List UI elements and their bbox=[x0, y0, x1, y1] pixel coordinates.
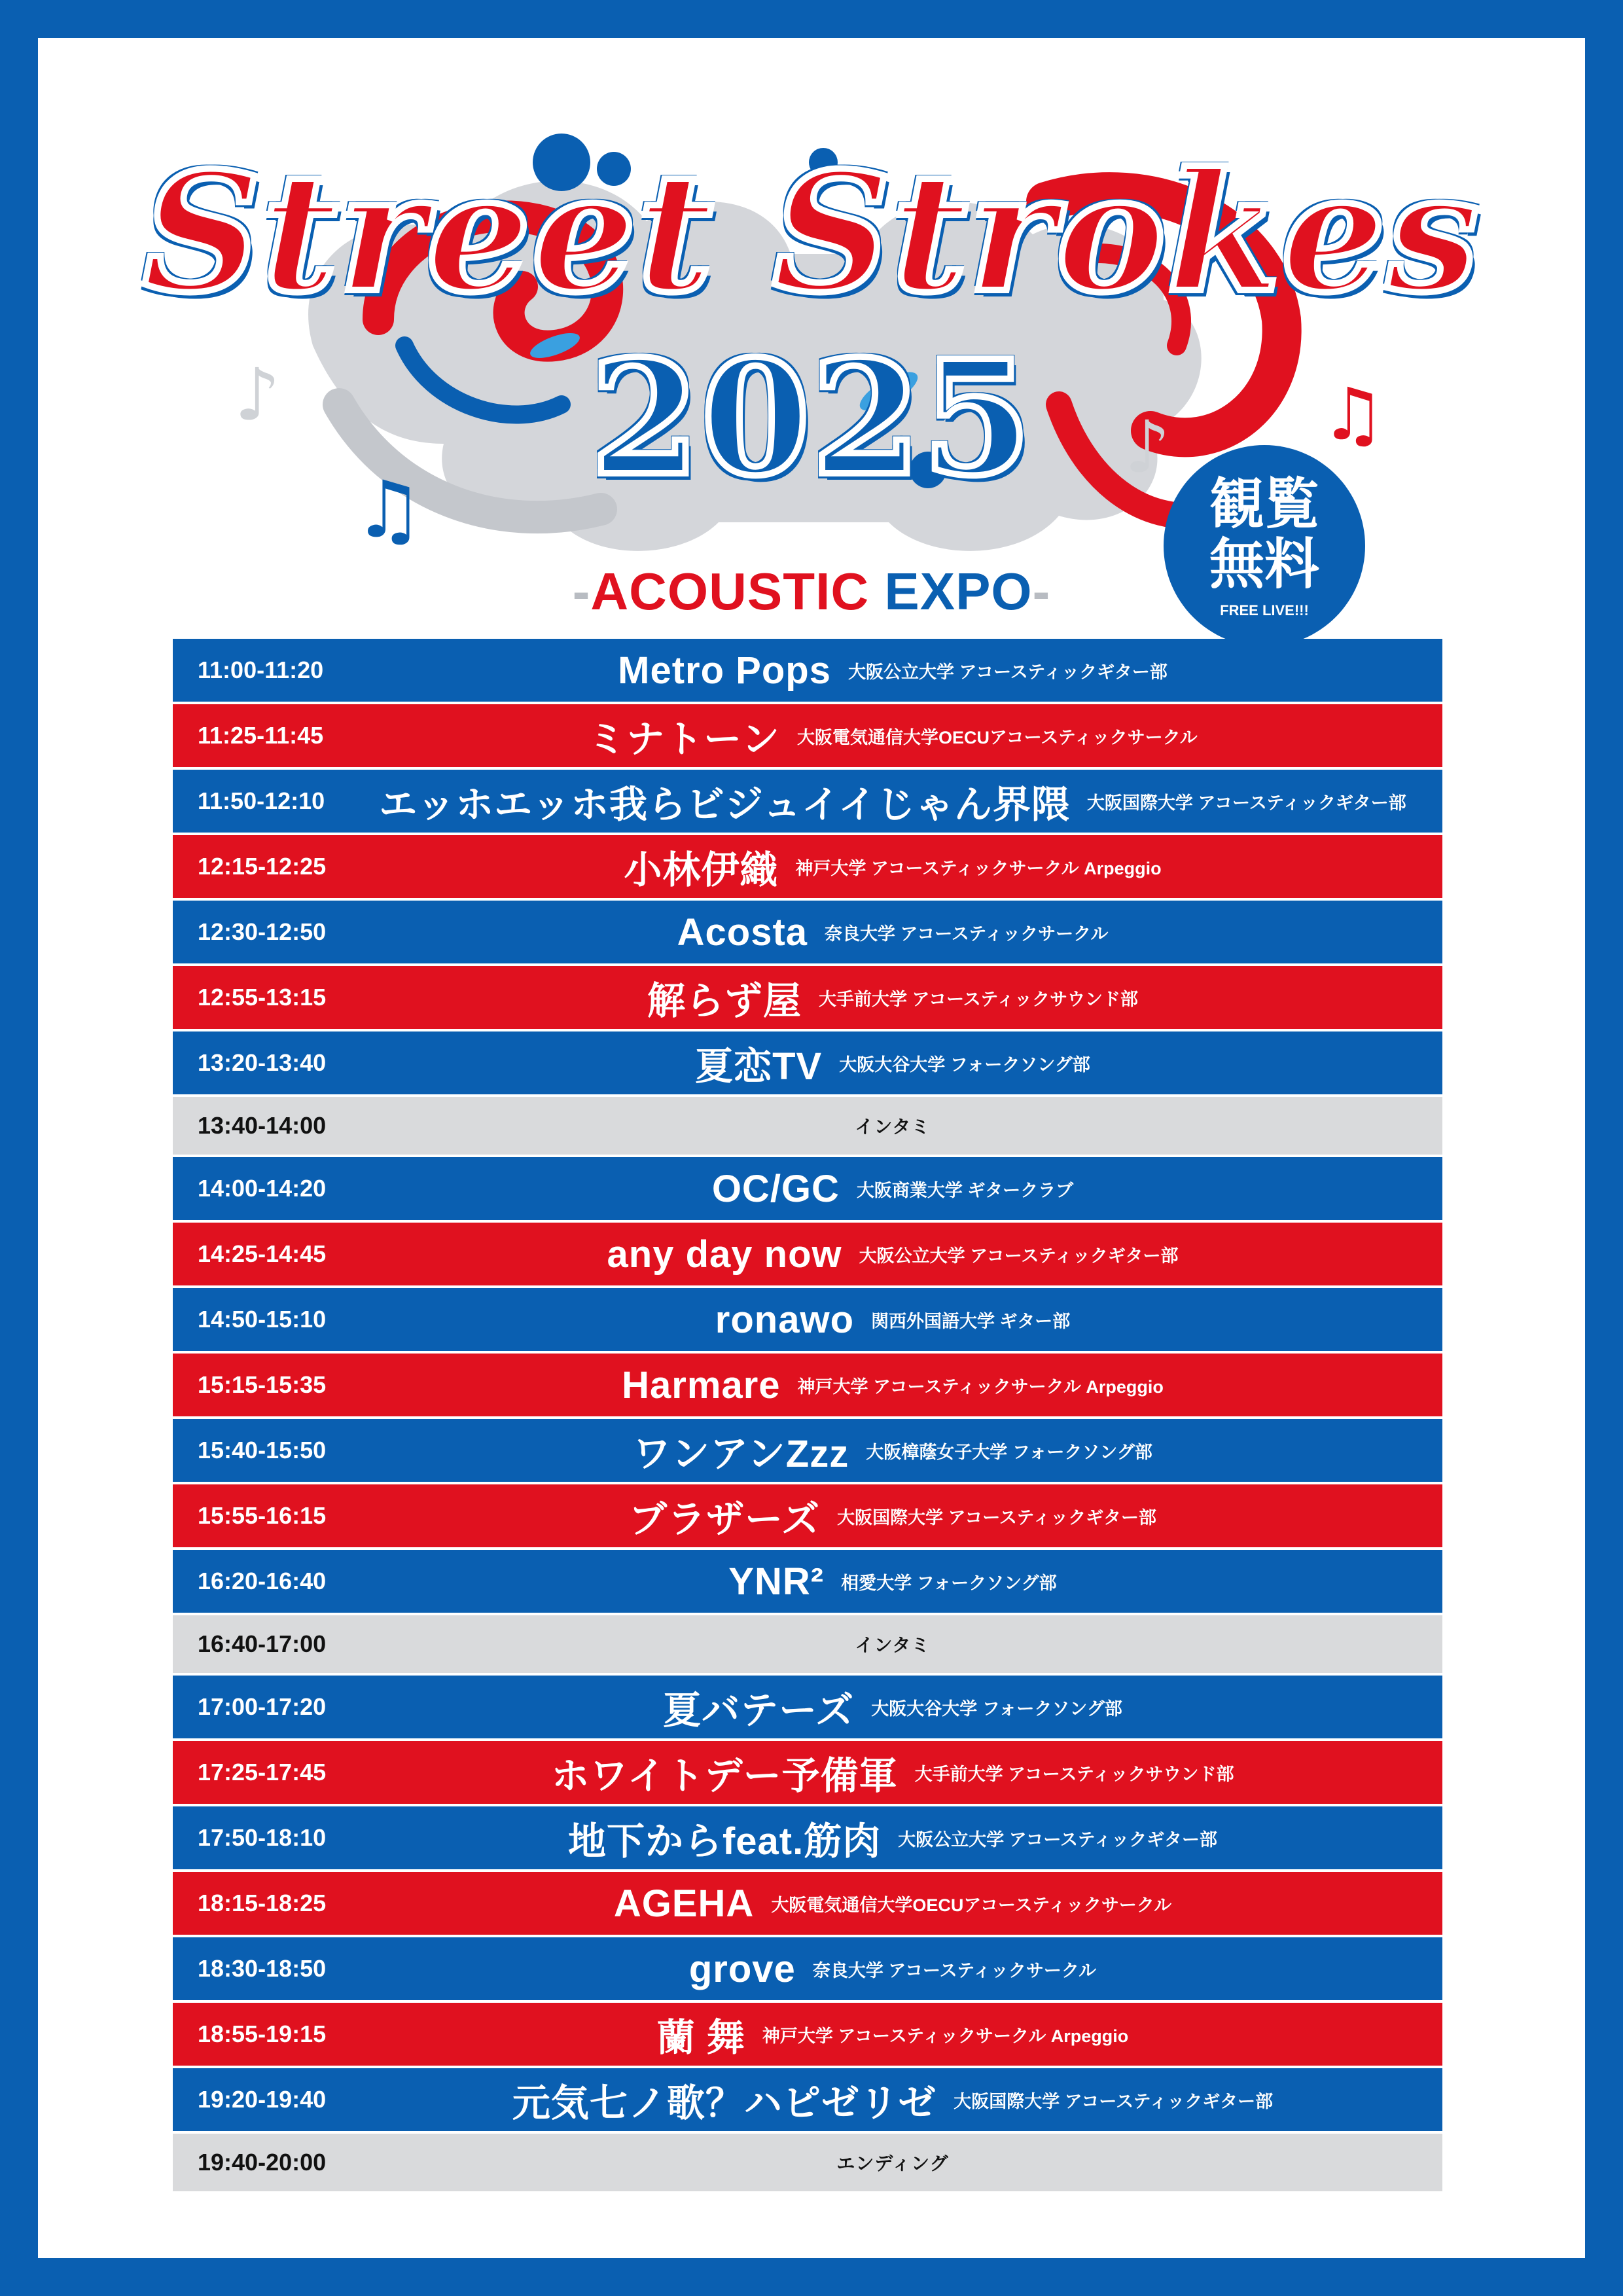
slot-performer bbox=[356, 1354, 1429, 1416]
club-name: 大手前大学 アコースティックサウンド部 bbox=[914, 1764, 1234, 1784]
music-note-icon: ♫ bbox=[353, 465, 424, 556]
act-name: 夏バテーズ bbox=[663, 1689, 855, 1732]
club-name: 奈良大学 アコースティックサークル bbox=[812, 1960, 1097, 1981]
slot-performer bbox=[356, 2003, 1429, 2066]
timetable bbox=[173, 639, 1442, 2194]
subtitle-dash-right: - bbox=[1032, 562, 1051, 620]
club-name: 大阪樟蔭女子大学 フォークソング部 bbox=[866, 1442, 1152, 1462]
slot-time: 12:15-12:25 bbox=[198, 853, 327, 880]
timetable-row bbox=[173, 966, 1442, 1029]
club-name: 大阪商業大学 ギタークラブ bbox=[856, 1180, 1074, 1200]
club-name: 大阪公立大学 アコースティックギター部 bbox=[847, 662, 1168, 682]
act-name: 地下からfeat.筋肉 bbox=[567, 1820, 882, 1863]
subtitle-dash-left: - bbox=[572, 562, 591, 620]
club-name: 大阪公立大学 アコースティックギター部 bbox=[898, 1829, 1218, 1850]
timetable-row bbox=[173, 835, 1442, 898]
act-name: エッホエッホ我らビジュイイじゃん界隈 bbox=[379, 783, 1070, 826]
club-name: 大阪大谷大学 フォークソング部 bbox=[839, 1054, 1090, 1075]
club-name: 大阪電気通信大学OECUアコースティックサークル bbox=[771, 1895, 1172, 1915]
music-note-icon: ♪ bbox=[1124, 405, 1171, 489]
timetable-row bbox=[173, 1031, 1442, 1094]
timetable-row bbox=[173, 1484, 1442, 1547]
slot-time: 13:20-13:40 bbox=[198, 1049, 327, 1076]
club-name: 大阪国際大学 アコースティックギター部 bbox=[954, 2091, 1274, 2111]
timetable-row bbox=[173, 770, 1442, 833]
slot-time: 15:55-16:15 bbox=[198, 1502, 327, 1529]
club-name: 相愛大学 フォークソング部 bbox=[841, 1573, 1057, 1593]
timetable-row bbox=[173, 1223, 1442, 1285]
slot-time: 16:20-16:40 bbox=[198, 1568, 327, 1594]
free-admission-badge bbox=[1164, 445, 1365, 647]
slot-time: 17:00-17:20 bbox=[198, 1693, 327, 1720]
break-row bbox=[173, 1097, 1442, 1155]
slot-time: 18:15-18:25 bbox=[198, 1890, 327, 1916]
break-row bbox=[173, 1615, 1442, 1673]
slot-time: 19:40-20:00 bbox=[198, 2149, 327, 2176]
slot-performer bbox=[356, 770, 1429, 833]
slot-time: 16:40-17:00 bbox=[198, 1630, 327, 1657]
act-name: ブラザーズ bbox=[629, 1498, 821, 1541]
slot-time: 11:00-11:20 bbox=[198, 656, 324, 683]
act-name: OC/GC bbox=[711, 1167, 840, 1210]
slot-time: 18:30-18:50 bbox=[198, 1955, 327, 1982]
club-name: 神戸大学 アコースティックサークル Arpeggio bbox=[797, 1376, 1164, 1397]
club-name: 関西外国語大学 ギター部 bbox=[871, 1311, 1071, 1331]
slot-time: 13:40-14:00 bbox=[198, 1112, 327, 1139]
slot-performer bbox=[356, 1741, 1429, 1804]
slot-time: 11:25-11:45 bbox=[198, 722, 324, 749]
slot-time: 14:25-14:45 bbox=[198, 1240, 327, 1267]
slot-performer bbox=[356, 1872, 1429, 1935]
badge-line-3: FREE LIVE!!! bbox=[1220, 602, 1309, 619]
slot-time: 14:50-15:10 bbox=[198, 1306, 327, 1333]
timetable-row bbox=[173, 704, 1442, 767]
act-name: 小林伊織 bbox=[624, 849, 779, 891]
badge-line-2: 無料 bbox=[1209, 533, 1319, 595]
slot-time: 19:20-19:40 bbox=[198, 2086, 327, 2113]
act-name: YNR² bbox=[728, 1560, 825, 1603]
slot-performer bbox=[356, 704, 1429, 767]
slot-performer bbox=[356, 1157, 1429, 1220]
poster-sheet bbox=[38, 38, 1585, 2258]
act-name: 夏恋TV bbox=[695, 1045, 823, 1088]
slot-time: 15:40-15:50 bbox=[198, 1437, 327, 1463]
slot-time: 17:50-18:10 bbox=[198, 1824, 327, 1851]
slot-performer bbox=[356, 2134, 1429, 2191]
break-label: インタミ bbox=[855, 1117, 931, 1137]
timetable-row bbox=[173, 1419, 1442, 1482]
break-label: エンディング bbox=[836, 2153, 949, 2174]
club-name: 大阪大谷大学 フォークソング部 bbox=[871, 1698, 1122, 1719]
slot-time: 12:30-12:50 bbox=[198, 918, 327, 945]
slot-performer bbox=[356, 901, 1429, 963]
club-name: 神戸大学 アコースティックサークル Arpeggio bbox=[795, 858, 1162, 878]
slot-time: 14:00-14:20 bbox=[198, 1175, 327, 1202]
slot-time: 12:55-13:15 bbox=[198, 984, 327, 1011]
timetable-row bbox=[173, 1550, 1442, 1613]
subtitle-expo: EXPO bbox=[884, 562, 1033, 620]
music-note-icon: ♫ bbox=[1321, 372, 1385, 456]
timetable-row bbox=[173, 639, 1442, 702]
timetable-row bbox=[173, 901, 1442, 963]
badge-line-1: 観覧 bbox=[1209, 473, 1319, 535]
timetable-row bbox=[173, 1741, 1442, 1804]
club-name: 奈良大学 アコースティックサークル bbox=[825, 924, 1109, 944]
act-name: Metro Pops bbox=[618, 649, 831, 692]
timetable-row bbox=[173, 1937, 1442, 2000]
act-name: ホワイトデー予備軍 bbox=[551, 1755, 898, 1797]
timetable-row bbox=[173, 1806, 1442, 1869]
act-name: any day now bbox=[607, 1232, 842, 1276]
event-title: Street Strokes bbox=[143, 136, 1480, 329]
slot-performer bbox=[356, 1031, 1429, 1094]
act-name: grove bbox=[688, 1947, 796, 1990]
slot-performer bbox=[356, 1288, 1429, 1351]
timetable-row bbox=[173, 2068, 1442, 2131]
club-name: 神戸大学 アコースティックサークル Arpeggio bbox=[762, 2026, 1129, 2046]
act-name: Acosta bbox=[677, 910, 808, 954]
slot-performer bbox=[356, 1806, 1429, 1869]
slot-performer bbox=[356, 1419, 1429, 1482]
club-name: 大阪国際大学 アコースティックギター部 bbox=[1086, 793, 1406, 813]
event-year: 2025 bbox=[590, 326, 1033, 511]
club-name: 大阪電気通信大学OECUアコースティックサークル bbox=[797, 727, 1198, 747]
slot-performer bbox=[356, 1550, 1429, 1613]
timetable-row bbox=[173, 1157, 1442, 1220]
slot-time: 17:25-17:45 bbox=[198, 1759, 327, 1785]
slot-performer bbox=[356, 1615, 1429, 1673]
act-name: 解らず屋 bbox=[647, 980, 802, 1022]
header bbox=[38, 38, 1585, 653]
act-name: ronawo bbox=[715, 1298, 854, 1341]
slot-performer bbox=[356, 1937, 1429, 2000]
slot-performer bbox=[356, 1676, 1429, 1738]
timetable-row bbox=[173, 1676, 1442, 1738]
break-row bbox=[173, 2134, 1442, 2191]
slot-performer bbox=[356, 835, 1429, 898]
slot-performer bbox=[356, 639, 1429, 702]
slot-performer bbox=[356, 1097, 1429, 1155]
act-name: 蘭 舞 bbox=[656, 2017, 745, 2059]
club-name: 大阪公立大学 アコースティックギター部 bbox=[859, 1246, 1179, 1266]
act-name: Harmare bbox=[622, 1363, 781, 1407]
slot-performer bbox=[356, 966, 1429, 1029]
slot-performer bbox=[356, 1223, 1429, 1285]
act-name: 元気七ノ歌？ハピゼリゼ bbox=[512, 2082, 937, 2125]
club-name: 大手前大学 アコースティックサウンド部 bbox=[818, 989, 1139, 1009]
break-label: インタミ bbox=[855, 1635, 931, 1655]
slot-time: 11:50-12:10 bbox=[198, 787, 325, 814]
subtitle-acoustic: ACOUSTIC bbox=[590, 562, 870, 620]
music-note-icon: ♪ bbox=[234, 353, 281, 437]
slot-time: 18:55-19:15 bbox=[198, 2020, 327, 2047]
timetable-row bbox=[173, 1872, 1442, 1935]
club-name: 大阪国際大学 アコースティックギター部 bbox=[837, 1507, 1156, 1528]
slot-time: 15:15-15:35 bbox=[198, 1371, 327, 1398]
timetable-row bbox=[173, 1288, 1442, 1351]
act-name: ミナトーン bbox=[588, 718, 781, 761]
slot-performer bbox=[356, 1484, 1429, 1547]
slot-performer bbox=[356, 2068, 1429, 2131]
timetable-row bbox=[173, 1354, 1442, 1416]
act-name: AGEHA bbox=[613, 1882, 755, 1925]
timetable-row bbox=[173, 2003, 1442, 2066]
act-name: ワンアンZzz bbox=[633, 1433, 849, 1475]
